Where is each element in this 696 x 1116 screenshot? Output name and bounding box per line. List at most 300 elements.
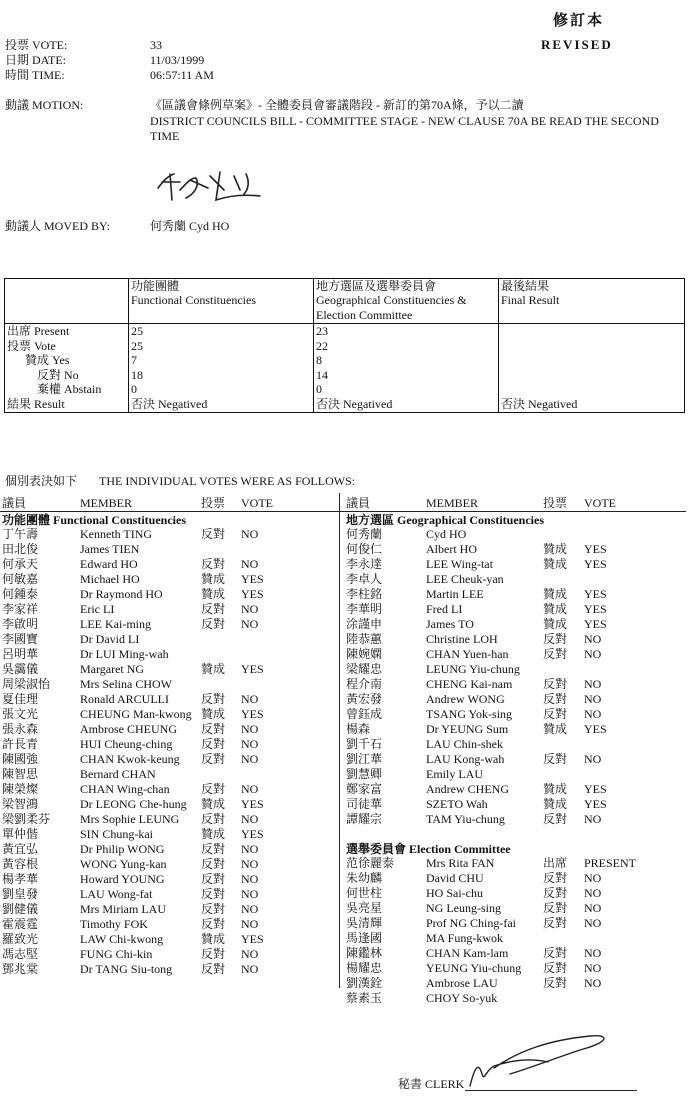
member-name-zh: 梁耀忠 <box>346 662 383 676</box>
vote-value-en: NO <box>241 527 259 541</box>
left-header-rule <box>0 511 339 512</box>
vote-value-en: NO <box>241 917 259 931</box>
member-name-en: Margaret NG <box>80 662 145 676</box>
date-label: 日期 DATE: <box>5 53 66 67</box>
vote-row <box>346 961 686 976</box>
functional-header-en: Functional Constituencies <box>131 293 256 308</box>
vote-value-zh: 贊成 <box>543 542 568 556</box>
mover-signature <box>150 160 280 210</box>
member-name-en: James TIEN <box>80 542 140 556</box>
vote-row <box>346 692 686 707</box>
member-name-zh: 劉健儀 <box>2 902 39 916</box>
vote-row <box>2 902 338 917</box>
functional-header-zh: 功能團體 <box>131 279 180 293</box>
member-name-en: CHOY So-yuk <box>426 991 498 1005</box>
geographical-header-zh: 地方選區及選舉委員會 <box>316 279 437 293</box>
vote-number: 33 <box>150 38 162 52</box>
vote-value-en: NO <box>241 722 259 736</box>
vote-value-zh: 反對 <box>543 916 568 930</box>
vote-value-en: PRESENT <box>584 856 637 870</box>
member-name-en: James TO <box>426 617 474 631</box>
member-name-zh: 霍震霆 <box>2 917 39 931</box>
member-name-en: LEE Kai-ming <box>80 617 151 631</box>
vote-value-en: YES <box>241 662 264 676</box>
vote-row <box>2 872 338 887</box>
vote-value-zh: 反對 <box>543 961 568 975</box>
vote-value-zh: 反對 <box>201 692 226 706</box>
vote-value-en: NO <box>584 916 602 930</box>
member-name-zh: 何鍾泰 <box>2 587 39 601</box>
row-label-present: 出席 Present <box>7 324 70 338</box>
vote-value-en: YES <box>584 797 607 811</box>
vote-value-en: NO <box>584 976 602 990</box>
member-name-zh: 單仲偕 <box>2 827 39 841</box>
member-name-en: CHEUNG Man-kwong <box>80 707 192 721</box>
vote-row <box>346 931 686 946</box>
geographical-result: 否決 Negatived <box>316 396 393 411</box>
vote-row <box>2 767 338 782</box>
member-name-en: LAU Kong-wah <box>426 752 505 766</box>
member-name-en: SZETO Wah <box>426 797 488 811</box>
member-name-zh: 劉慧卿 <box>346 767 383 781</box>
vote-value-zh: 反對 <box>201 872 226 886</box>
vote-row <box>346 557 686 572</box>
geographical-section-heading: 地方選區 Geographical Constituencies <box>346 513 544 527</box>
vote-value-en: YES <box>584 617 607 631</box>
member-name-zh: 鄧兆棠 <box>2 962 39 976</box>
left-col-member-zh: 議員 <box>2 496 27 510</box>
member-name-zh: 李卓人 <box>346 572 383 586</box>
vote-value-en: NO <box>241 947 259 961</box>
results-header-functional <box>129 279 314 324</box>
vote-row <box>346 782 686 797</box>
member-name-en: MA Fung-kwok <box>426 931 504 945</box>
time-label: 時間 TIME: <box>5 68 65 82</box>
functional-abstain: 0 <box>131 382 137 397</box>
member-name-zh: 梁劉柔芬 <box>2 812 51 826</box>
member-name-en: David CHU <box>426 871 484 885</box>
member-name-en: Kenneth TING <box>80 527 153 541</box>
member-name-zh: 劉千石 <box>346 737 383 751</box>
member-name-en: Mrs Sophie LEUNG <box>80 812 180 826</box>
member-name-en: FUNG Chi-kin <box>80 947 153 961</box>
vote-row <box>2 692 338 707</box>
vote-value-en: NO <box>584 677 602 691</box>
vote-value-en: NO <box>241 617 259 631</box>
vote-row <box>346 602 686 617</box>
row-label-no: 反對 No <box>37 367 79 382</box>
member-name-zh: 司徒華 <box>346 797 383 811</box>
vote-row <box>346 886 686 901</box>
vote-value-zh: 反對 <box>201 857 226 871</box>
member-name-en: Edward HO <box>80 557 138 571</box>
vote-value-en: NO <box>241 872 259 886</box>
member-name-zh: 張永森 <box>2 722 39 736</box>
member-name-zh: 劉漢銓 <box>346 976 383 990</box>
results-header-geographical <box>314 279 499 324</box>
vote-row <box>346 572 686 587</box>
member-name-en: LAU Chin-shek <box>426 737 503 751</box>
vote-row <box>2 737 338 752</box>
member-name-en: SIN Chung-kai <box>80 827 153 841</box>
vote-row <box>2 842 338 857</box>
member-name-zh: 鄭家富 <box>346 782 383 796</box>
member-name-en: Dr Raymond HO <box>80 587 163 601</box>
final-header-en: Final Result <box>501 293 560 308</box>
vote-value-zh: 贊成 <box>543 722 568 736</box>
member-name-zh: 楊耀忠 <box>346 961 383 975</box>
member-name-zh: 楊孝華 <box>2 872 39 886</box>
member-name-en: CHAN Kwok-keung <box>80 752 180 766</box>
vote-row <box>2 542 338 557</box>
vote-row <box>346 812 686 827</box>
vote-value-zh: 贊成 <box>201 587 226 601</box>
vote-row <box>346 737 686 752</box>
member-name-en: CHAN Kam-lam <box>426 946 509 960</box>
member-name-zh: 范徐麗泰 <box>346 856 395 870</box>
functional-section-heading: 功能團體 Functional Constituencies <box>2 513 187 527</box>
member-name-en: Michael HO <box>80 572 140 586</box>
vote-value-en: NO <box>241 962 259 976</box>
votes-intro-en: THE INDIVIDUAL VOTES WERE AS FOLLOWS: <box>99 474 356 488</box>
vote-value-en: YES <box>584 722 607 736</box>
vote-value-en: NO <box>241 782 259 796</box>
geographical-header-en: Geographical Constituencies & Election Committee <box>316 293 467 322</box>
member-name-en: Andrew WONG <box>426 692 505 706</box>
member-name-zh: 馮志堅 <box>2 947 39 961</box>
member-name-zh: 黃宜弘 <box>2 842 39 856</box>
member-name-zh: 何承天 <box>2 557 39 571</box>
member-name-en: Mrs Miriam LAU <box>80 902 166 916</box>
vote-value-zh: 反對 <box>543 752 568 766</box>
vote-row <box>2 632 338 647</box>
geographical-yes: 8 <box>316 353 322 368</box>
vote-value-zh: 反對 <box>201 917 226 931</box>
vote-value-en: NO <box>241 692 259 706</box>
vote-row <box>2 677 338 692</box>
vote-row <box>2 647 338 662</box>
vote-row <box>346 617 686 632</box>
member-name-en: CHAN Yuen-han <box>426 647 509 661</box>
geographical-values <box>314 324 499 413</box>
results-table <box>4 278 685 413</box>
functional-values <box>129 324 314 413</box>
member-name-en: Martin LEE <box>426 587 484 601</box>
member-name-en: Ambrose LAU <box>426 976 498 990</box>
vote-row <box>2 527 338 542</box>
vote-value-zh: 贊成 <box>543 782 568 796</box>
vote-row <box>346 587 686 602</box>
member-name-en: TAM Yiu-chung <box>426 812 505 826</box>
vote-row <box>2 572 338 587</box>
motion-text-en: DISTRICT COUNCILS BILL - COMMITTEE STAGE - NEW CLAUSE 70A BE READ THE SECOND TIME <box>150 114 659 143</box>
vote-value-zh: 反對 <box>201 812 226 826</box>
member-name-zh: 李家祥 <box>2 602 39 616</box>
vote-value-en: NO <box>241 752 259 766</box>
right-col-vote-zh: 投票 <box>543 496 568 510</box>
right-col-member-zh: 議員 <box>346 496 371 510</box>
row-label-vote: 投票 Vote <box>7 338 56 353</box>
member-name-en: Fred LI <box>426 602 463 616</box>
member-name-zh: 張文光 <box>2 707 39 721</box>
vote-value-en: NO <box>241 812 259 826</box>
member-name-en: HO Sai-chu <box>426 886 483 900</box>
votes-intro-zh: 個別表決如下 <box>5 474 78 488</box>
member-name-zh: 陳榮燦 <box>2 782 39 796</box>
geographical-no: 14 <box>316 367 328 382</box>
vote-row <box>2 707 338 722</box>
final-values <box>499 324 685 413</box>
member-name-en: LAU Wong-fat <box>80 887 153 901</box>
functional-present: 25 <box>131 324 143 338</box>
vote-row <box>2 797 338 812</box>
member-name-en: TSANG Yok-sing <box>426 707 513 721</box>
vote-value-zh: 反對 <box>201 842 226 856</box>
member-name-zh: 蔡素玉 <box>346 991 383 1005</box>
vote-value-zh: 反對 <box>543 871 568 885</box>
final-result: 否決 Negatived <box>501 396 578 411</box>
member-name-zh: 田北俊 <box>2 542 39 556</box>
final-header-zh: 最後結果 <box>501 279 550 293</box>
member-name-en: CHENG Kai-nam <box>426 677 513 691</box>
vote-value-en: NO <box>584 632 602 646</box>
vote-value-zh: 反對 <box>543 707 568 721</box>
member-name-en: HUI Cheung-ching <box>80 737 173 751</box>
motion-label: 動議 MOTION: <box>5 98 84 112</box>
right-col-vote-en: VOTE <box>584 496 616 510</box>
vote-row <box>346 871 686 886</box>
right-col-member-en: MEMBER <box>426 496 479 510</box>
member-name-zh: 夏佳理 <box>2 692 39 706</box>
vote-value-en: NO <box>584 647 602 661</box>
date-value: 11/03/1999 <box>150 53 205 67</box>
vote-value-zh: 贊成 <box>201 932 226 946</box>
vote-value-zh: 反對 <box>543 812 568 826</box>
vote-value-zh: 反對 <box>201 782 226 796</box>
row-label-abstain: 棄權 Abstain <box>37 382 102 397</box>
vote-row <box>346 722 686 737</box>
vote-row <box>2 602 338 617</box>
member-name-en: Dr YEUNG Sum <box>426 722 509 736</box>
vote-value-en: NO <box>241 842 259 856</box>
member-name-en: Ambrose CHEUNG <box>80 722 177 736</box>
member-name-zh: 丁午壽 <box>2 527 39 541</box>
vote-value-zh: 贊成 <box>201 827 226 841</box>
vote-value-zh: 贊成 <box>201 797 226 811</box>
vote-value-zh: 反對 <box>543 692 568 706</box>
vote-value-en: NO <box>584 946 602 960</box>
member-name-en: Mrs Rita FAN <box>426 856 495 870</box>
member-name-zh: 李柱銘 <box>346 587 383 601</box>
vote-value-en: NO <box>584 901 602 915</box>
member-name-en: LEE Cheuk-yan <box>426 572 504 586</box>
member-name-zh: 涂謹申 <box>346 617 383 631</box>
vote-value-en: YES <box>241 797 264 811</box>
member-name-en: LAW Chi-kwong <box>80 932 164 946</box>
vote-value-en: NO <box>584 871 602 885</box>
member-name-en: Mrs Selina CHOW <box>80 677 172 691</box>
vote-row <box>2 887 338 902</box>
vote-value-en: YES <box>584 542 607 556</box>
vote-row <box>2 617 338 632</box>
vote-row <box>2 662 338 677</box>
vote-row <box>346 856 686 871</box>
vote-row <box>2 827 338 842</box>
results-header-final <box>499 279 685 324</box>
member-name-en: Dr David LI <box>80 632 140 646</box>
vote-value-zh: 反對 <box>543 647 568 661</box>
vote-row <box>2 782 338 797</box>
revised-stamp-en: REVISED <box>541 37 613 52</box>
functional-no: 18 <box>131 367 143 382</box>
vote-value-zh: 反對 <box>543 632 568 646</box>
member-name-zh: 許長青 <box>2 737 39 751</box>
member-name-en: Prof NG Ching-fai <box>426 916 516 930</box>
member-name-zh: 馬逢國 <box>346 931 383 945</box>
member-name-zh: 劉江華 <box>346 752 383 766</box>
vote-row <box>346 916 686 931</box>
left-col-vote-zh: 投票 <box>201 496 226 510</box>
row-label-result: 結果 Result <box>7 396 65 411</box>
vote-value-zh: 反對 <box>201 737 226 751</box>
moved-by-value: 何秀蘭 Cyd HO <box>150 219 230 233</box>
vote-value-zh: 贊成 <box>543 617 568 631</box>
geographical-present: 23 <box>316 324 328 338</box>
member-name-en: Emily LAU <box>426 767 483 781</box>
functional-yes: 7 <box>131 353 137 368</box>
vote-row <box>2 962 338 977</box>
vote-row <box>2 857 338 872</box>
member-name-zh: 程介南 <box>346 677 383 691</box>
member-name-zh: 陸恭蕙 <box>346 632 383 646</box>
member-name-zh: 陳國強 <box>2 752 39 766</box>
vote-row <box>346 647 686 662</box>
member-name-zh: 周梁淑怡 <box>2 677 51 691</box>
vote-value-zh: 反對 <box>201 557 226 571</box>
right-header-rule <box>340 511 686 512</box>
results-header-blank <box>5 279 129 324</box>
vote-row <box>2 722 338 737</box>
geographical-abstain: 0 <box>316 382 322 397</box>
member-name-zh: 呂明華 <box>2 647 39 661</box>
vote-value-zh: 贊成 <box>543 797 568 811</box>
member-name-en: YEUNG Yiu-chung <box>426 961 522 975</box>
vote-value-zh: 贊成 <box>201 572 226 586</box>
vote-value-zh: 贊成 <box>543 557 568 571</box>
vote-row <box>346 527 686 542</box>
vote-value-zh: 反對 <box>201 722 226 736</box>
vote-value-zh: 出席 <box>543 856 568 870</box>
member-name-en: Bernard CHAN <box>80 767 156 781</box>
left-col-member-en: MEMBER <box>80 496 133 510</box>
vote-row <box>2 587 338 602</box>
vote-value-zh: 贊成 <box>543 587 568 601</box>
vote-value-zh: 反對 <box>543 976 568 990</box>
member-name-en: Ronald ARCULLI <box>80 692 169 706</box>
member-name-en: Christine LOH <box>426 632 498 646</box>
vote-row <box>2 932 338 947</box>
vote-value-en: YES <box>241 827 264 841</box>
vote-value-en: NO <box>584 886 602 900</box>
member-name-zh: 何世柱 <box>346 886 383 900</box>
vote-row <box>2 752 338 767</box>
vote-row <box>346 707 686 722</box>
vote-row <box>346 946 686 961</box>
member-name-zh: 何敏嘉 <box>2 572 39 586</box>
member-name-zh: 李華明 <box>346 602 383 616</box>
vote-value-en: NO <box>241 857 259 871</box>
functional-result: 否決 Negatived <box>131 396 208 411</box>
vote-row <box>346 976 686 991</box>
vote-value-zh: 反對 <box>543 901 568 915</box>
member-name-zh: 黃宏發 <box>346 692 383 706</box>
vote-value-en: NO <box>241 887 259 901</box>
vote-value-en: NO <box>241 902 259 916</box>
vote-value-en: YES <box>241 932 264 946</box>
member-name-zh: 李啟明 <box>2 617 39 631</box>
functional-vote: 25 <box>131 338 143 353</box>
member-name-en: LEUNG Yiu-chung <box>426 662 520 676</box>
vote-value-zh: 反對 <box>201 887 226 901</box>
time-value: 06:57:11 AM <box>150 68 214 82</box>
vote-value-en: NO <box>241 737 259 751</box>
member-name-zh: 李國寶 <box>2 632 39 646</box>
vote-value-zh: 反對 <box>201 902 226 916</box>
vote-value-zh: 贊成 <box>201 662 226 676</box>
left-col-vote-en: VOTE <box>241 496 273 510</box>
member-name-en: Eric LI <box>80 602 115 616</box>
motion-text-zh: 《區議會條例草案》- 全體委員會審議階段 - 新訂的第70A條，予以二讀 <box>150 98 524 112</box>
vote-value-en: YES <box>241 572 264 586</box>
member-name-en: Albert HO <box>426 542 477 556</box>
geographical-vote: 22 <box>316 338 328 353</box>
revised-stamp-zh: 修訂本 <box>553 13 605 29</box>
vote-value-en: NO <box>584 752 602 766</box>
member-name-en: Timothy FOK <box>80 917 148 931</box>
results-row-labels <box>5 324 129 413</box>
vote-value-zh: 反對 <box>201 617 226 631</box>
member-name-en: LEE Wing-tat <box>426 557 493 571</box>
vote-value-zh: 反對 <box>201 962 226 976</box>
vote-value-en: YES <box>241 587 264 601</box>
member-name-en: CHAN Wing-chan <box>80 782 170 796</box>
member-name-zh: 譚耀宗 <box>346 812 383 826</box>
member-name-en: Howard YOUNG <box>80 872 165 886</box>
vote-row <box>346 991 686 1006</box>
vote-value-zh: 贊成 <box>543 602 568 616</box>
vote-value-zh: 反對 <box>543 886 568 900</box>
clerk-signature <box>460 1030 620 1092</box>
vote-value-en: NO <box>584 692 602 706</box>
vote-row <box>346 901 686 916</box>
member-name-zh: 吳清輝 <box>346 916 383 930</box>
member-name-zh: 黃容根 <box>2 857 39 871</box>
clerk-label: 秘書 CLERK <box>398 1077 465 1091</box>
vote-row <box>346 632 686 647</box>
vote-value-en: YES <box>584 602 607 616</box>
member-name-zh: 羅致光 <box>2 932 39 946</box>
vote-row <box>346 662 686 677</box>
member-name-zh: 吳亮星 <box>346 901 383 915</box>
vote-value-zh: 反對 <box>201 527 226 541</box>
row-label-yes: 贊成 Yes <box>25 353 70 368</box>
member-name-zh: 曾鈺成 <box>346 707 383 721</box>
vote-row <box>346 542 686 557</box>
member-name-en: Dr LEONG Che-hung <box>80 797 187 811</box>
vote-value-en: NO <box>584 961 602 975</box>
member-name-en: WONG Yung-kan <box>80 857 167 871</box>
vote-row <box>2 557 338 572</box>
